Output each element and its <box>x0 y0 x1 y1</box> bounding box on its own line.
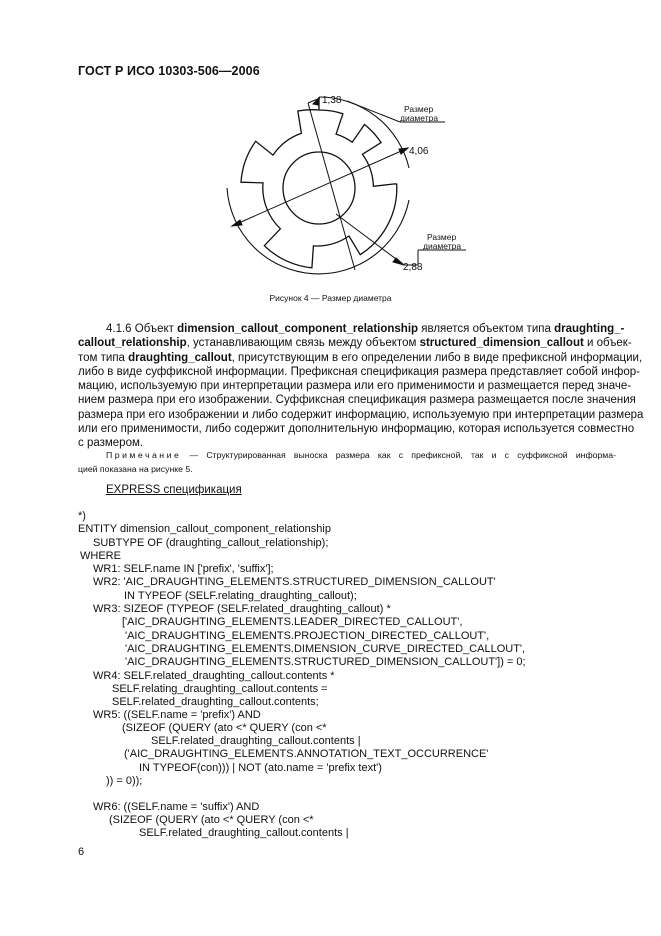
code-line: 'AIC_DRAUGHTING_ELEMENTS.STRUCTURED_DIMENSION_CALLOUT']) = 0; <box>125 656 526 668</box>
size-label-top-2: диаметра <box>400 113 439 123</box>
paragraph-line: с размером. <box>78 437 144 450</box>
entity-name: dimension_callout_component_relationship <box>177 323 419 335</box>
code-line: )) = 0)); <box>106 775 143 787</box>
code-line: WR2: 'AIC_DRAUGHTING_ELEMENTS.STRUCTURED_DIMENSION_CALLOUT' <box>93 576 496 588</box>
paragraph-line: 4.1.6 Объект dimension_callout_component_relationship является объектом типа draughting_- <box>106 323 625 335</box>
code-line: WR1: SELF.name IN ['prefix', 'suffix']; <box>93 563 274 575</box>
dimension-value-middle: 4,06 <box>409 146 429 157</box>
paragraph-line: callout_relationship, устанавливающим связь между объектом structured_dimension_callout и объек- <box>78 337 632 350</box>
note-line-2: цией показана на рисунке 5. <box>78 464 193 474</box>
size-label-bottom-1: Размер <box>427 232 457 242</box>
note <box>78 448 616 476</box>
code-line: ENTITY dimension_callout_component_relationship <box>78 523 331 535</box>
code-line: WR3: SIZEOF (TYPEOF (SELF.related_draughting_callout) * <box>93 603 391 615</box>
standard-header: ГОСТ Р ИСО 10303-506—2006 <box>78 64 260 78</box>
code-line: WR4: SELF.related_draughting_callout.contents * <box>93 670 335 682</box>
paragraph-line: либо в виде суффиксной информации. Префиксная спецификация размера представляет собой инфор- <box>78 365 640 378</box>
leader-size-top-diag <box>347 101 400 122</box>
note-label: Примечание <box>106 450 182 460</box>
code-line: IN TYPEOF (SELF.relating_draughting_callout); <box>124 590 357 602</box>
size-label-top-1: Размер <box>404 104 434 114</box>
entity-name: structured_dimension_callout <box>419 337 584 350</box>
code-line: SELF.related_draughting_callout.contents | <box>151 735 361 747</box>
figure-caption: Рисунок 4 — Размер диаметра <box>269 293 392 303</box>
express-heading: EXPRESS спецификация <box>106 484 242 496</box>
code-line: SELF.related_draughting_callout.contents; <box>112 696 319 708</box>
code-line: (SIZEOF (QUERY (ato <* QUERY (con <* <box>122 722 327 734</box>
dimension-value-bottom: 2,88 <box>403 262 423 273</box>
code-line: SUBTYPE OF (draughting_callout_relationship); <box>93 537 329 549</box>
entity-name: draughting_callout <box>128 351 232 364</box>
clause-4-1-6-paragraph <box>78 322 644 451</box>
note-line-1 <box>78 448 616 462</box>
code-line: WR5: ((SELF.name = 'prefix') AND <box>93 709 261 721</box>
code-line: SELF.relating_draughting_callout.contents = <box>112 683 328 695</box>
arrowhead-icon <box>313 98 319 105</box>
arrowhead-icon <box>399 148 408 154</box>
paragraph-line: или его применимости, либо содержит дополнительную информацию, которая используется совместно <box>78 423 635 436</box>
page-number: 6 <box>78 846 85 858</box>
code-line: SELF.related_draughting_callout.contents | <box>139 827 349 839</box>
code-line: ('AIC_DRAUGHTING_ELEMENTS.ANNOTATION_TEXT_OCCURRENCE' <box>124 748 489 760</box>
arrowhead-icon <box>232 220 242 226</box>
entity-name: callout_relationship <box>78 337 187 350</box>
paragraph-line: размера при его изображении и либо содержит информацию, используемую при интерпретации размера <box>78 408 644 421</box>
size-label-bottom-2: диаметра <box>423 241 462 251</box>
code-line: 'AIC_DRAUGHTING_ELEMENTS.PROJECTION_DIRECTED_CALLOUT', <box>125 630 490 642</box>
code-line: WR6: ((SELF.name = 'suffix') AND <box>93 801 260 813</box>
inner-circle <box>283 152 355 224</box>
code-line: *) <box>78 510 86 522</box>
code-line: WHERE <box>80 550 121 562</box>
paragraph-line: мацию, используемую при интерпретации размера или его применимости и размещается перед значе- <box>78 380 632 393</box>
code-line: IN TYPEOF(con))) | NOT (ato.name = 'prefix text') <box>139 762 382 774</box>
paragraph-line: том типа draughting_callout, присутствующим в его определении либо в виде префиксной информации, <box>78 351 643 364</box>
diameter-line-main <box>232 148 408 226</box>
code-line: (SIZEOF (QUERY (ato <* QUERY (con <* <box>109 814 314 826</box>
diameter-line-top <box>308 103 355 270</box>
dimension-value-top: 1,38 <box>322 95 342 106</box>
code-line: 'AIC_DRAUGHTING_ELEMENTS.DIMENSION_CURVE_DIRECTED_CALLOUT', <box>125 643 526 655</box>
paragraph-line: нием размера при его изображении. Суффиксная спецификация размера размещается после значения <box>78 394 636 407</box>
part-outline <box>227 97 409 274</box>
note-line-1-text: — Структурированная выноска размера как с префиксной, так и с суффиксной информа- <box>181 450 616 460</box>
code-line: ['AIC_DRAUGHTING_ELEMENTS.LEADER_DIRECTED_CALLOUT', <box>122 616 463 628</box>
entity-name: draughting_- <box>554 323 625 335</box>
diameter-dimension-figure <box>0 0 661 310</box>
